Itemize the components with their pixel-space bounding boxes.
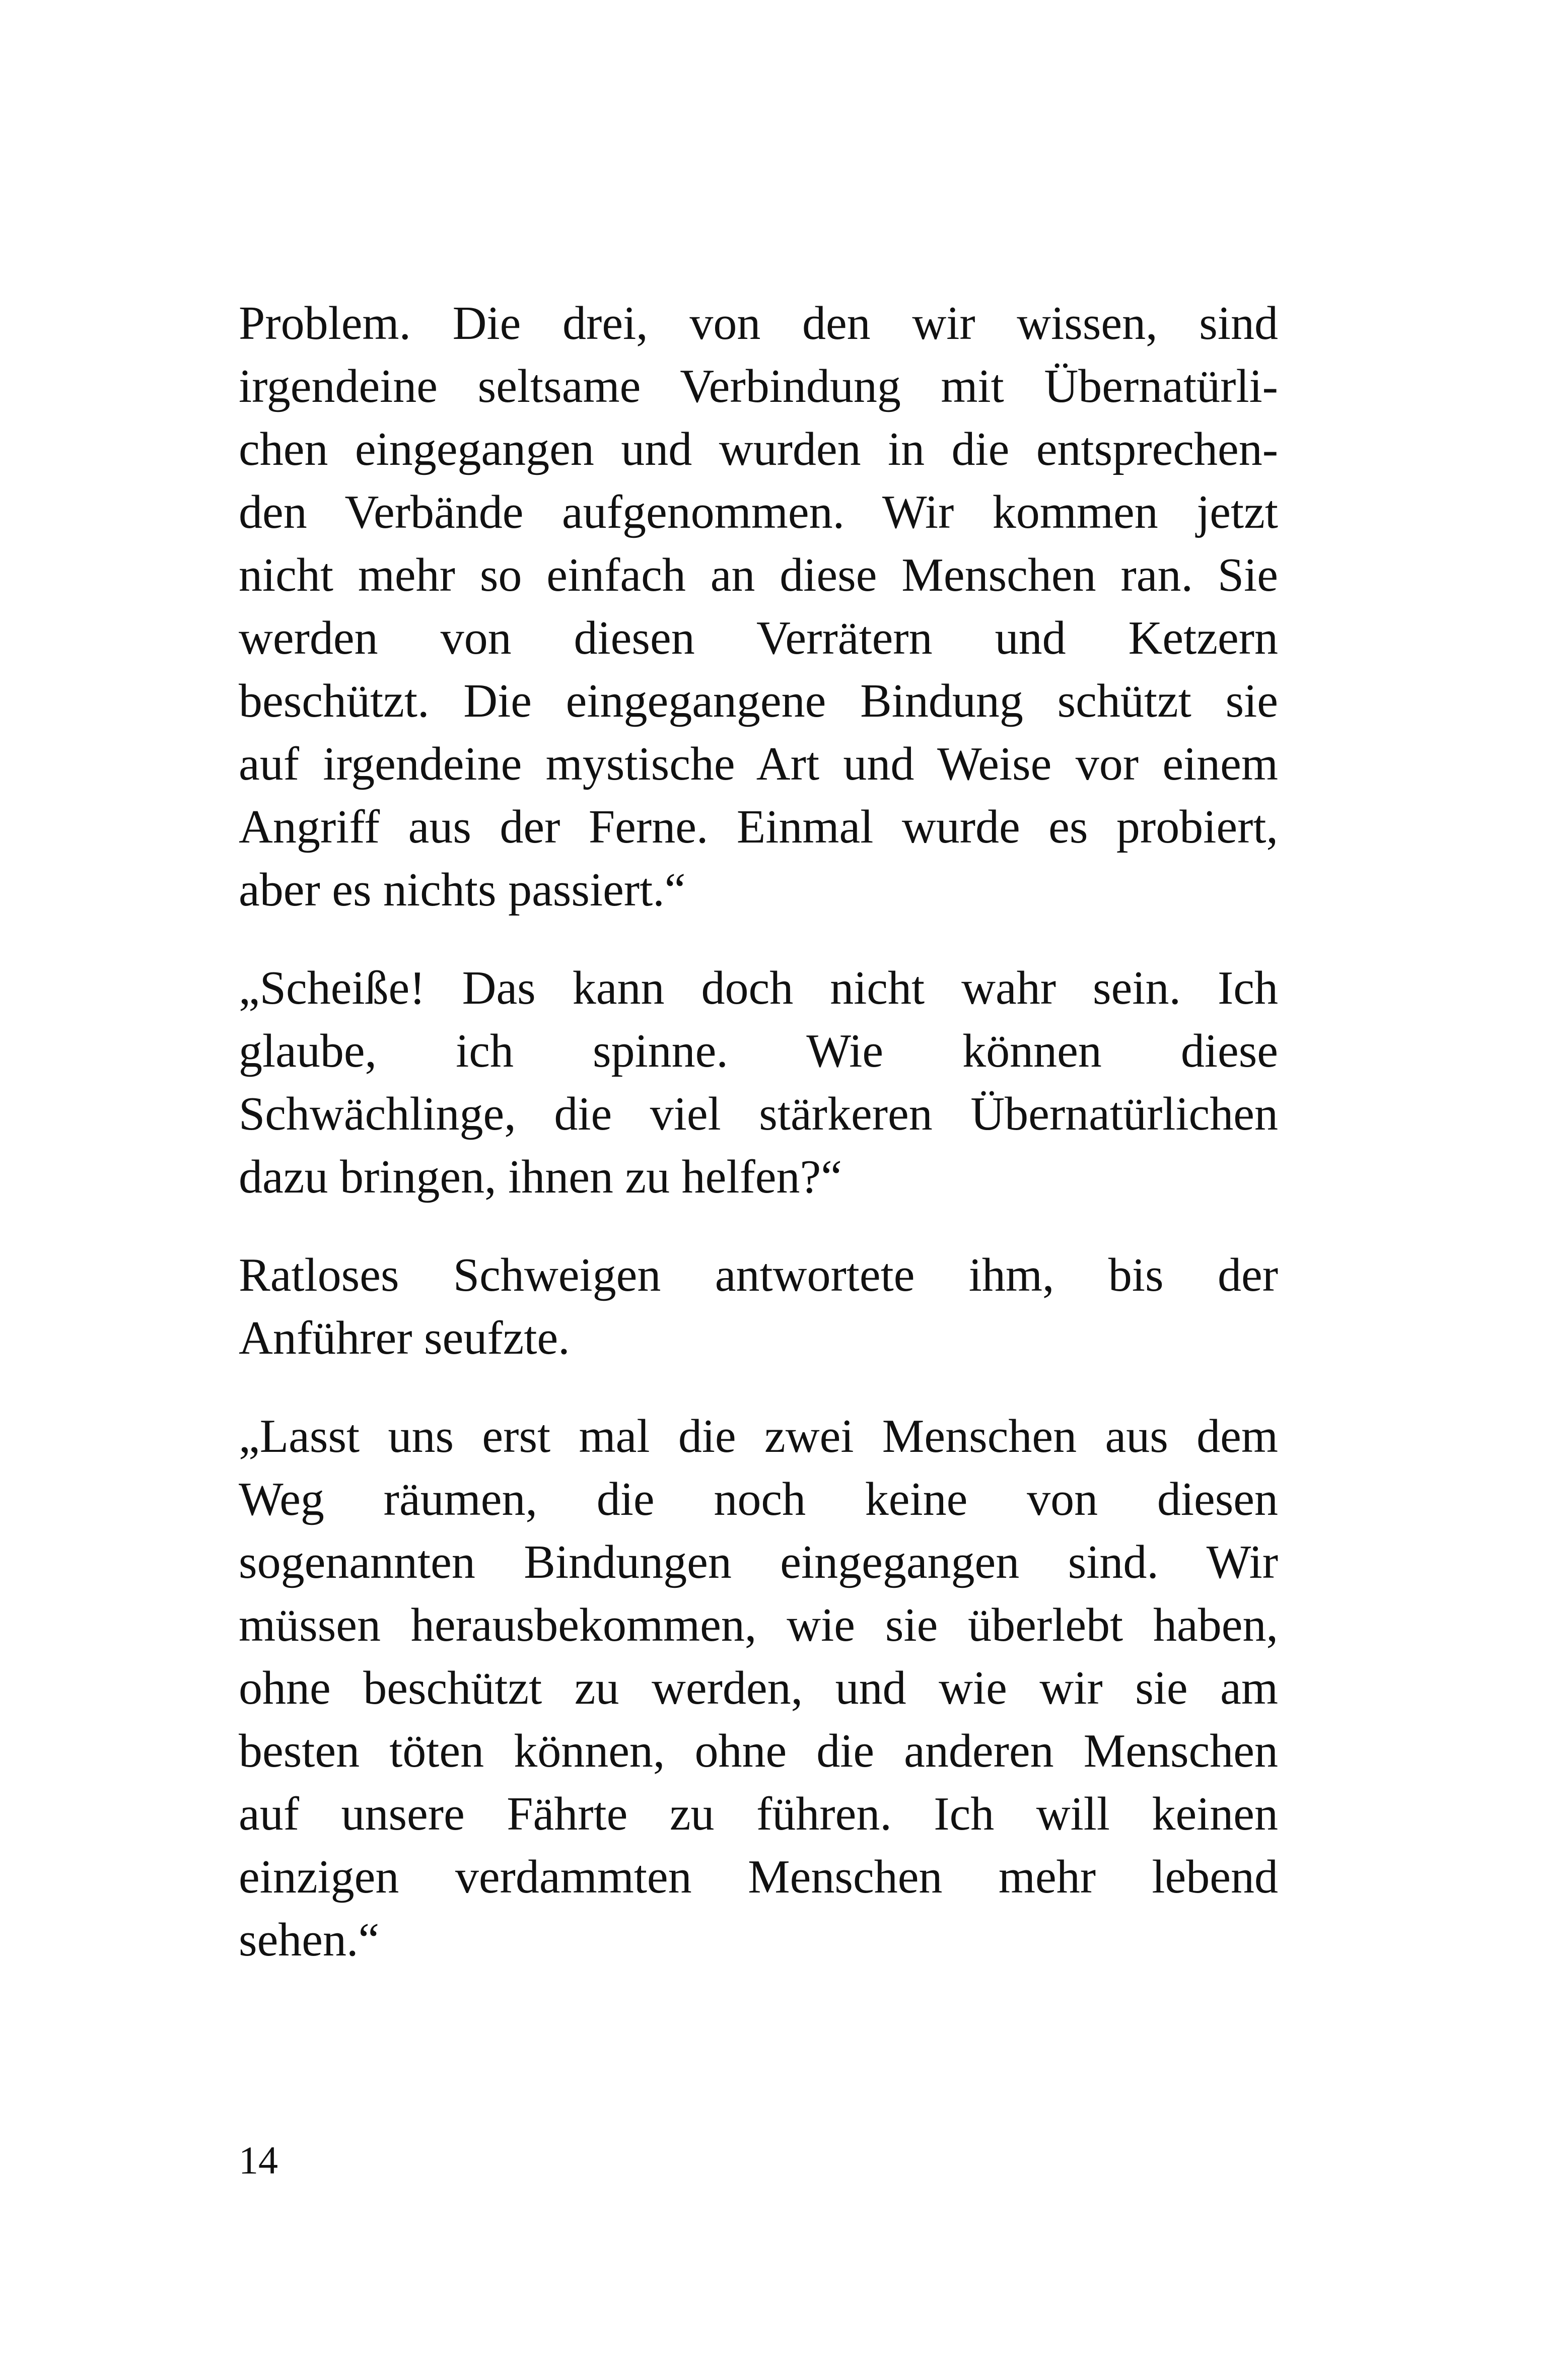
paragraph-3 bbox=[239, 1244, 1278, 1370]
body-text bbox=[239, 292, 1278, 1972]
paragraph-1 bbox=[239, 292, 1278, 922]
text-line: Schwächlinge, die viel stärkeren Übernatürlichen bbox=[239, 1088, 1278, 1140]
text-line: Weg räumen, die noch keine von diesen bbox=[239, 1473, 1278, 1525]
text-line: dazu bringen, ihnen zu helfen?“ bbox=[239, 1151, 842, 1203]
text-line: chen eingegangen und wurden in die entsprechen- bbox=[239, 423, 1278, 475]
text-line: nicht mehr so einfach an diese Menschen ran. Sie bbox=[239, 549, 1278, 601]
text-line: aber es nichts passiert.“ bbox=[239, 864, 686, 916]
text-line: einzigen verdammten Menschen mehr lebend bbox=[239, 1851, 1278, 1903]
text-line: Problem. Die drei, von den wir wissen, sind bbox=[239, 297, 1278, 349]
text-line: auf irgendeine mystische Art und Weise vor einem bbox=[239, 738, 1278, 790]
text-line: irgendeine seltsame Verbindung mit Übernatürli- bbox=[239, 360, 1278, 412]
text-line: glaube, ich spinne. Wie können diese bbox=[239, 1025, 1278, 1077]
text-line: sehen.“ bbox=[239, 1914, 380, 1966]
paragraph-spacing bbox=[239, 1370, 1278, 1405]
text-line: besten töten können, ohne die anderen Menschen bbox=[239, 1725, 1278, 1777]
text-line: beschützt. Die eingegangene Bindung schützt sie bbox=[239, 675, 1278, 727]
paragraph-4 bbox=[239, 1405, 1278, 1972]
text-line: Ratloses Schweigen antwortete ihm, bis der bbox=[239, 1249, 1278, 1301]
text-line: „Scheiße! Das kann doch nicht wahr sein. Ich bbox=[239, 962, 1278, 1014]
text-line: Anführer seufzte. bbox=[239, 1312, 570, 1364]
paragraph-spacing bbox=[239, 1209, 1278, 1244]
text-line: werden von diesen Verrätern und Ketzern bbox=[239, 612, 1278, 664]
text-line: sogenannten Bindungen eingegangen sind. Wir bbox=[239, 1536, 1278, 1588]
paragraph-spacing bbox=[239, 922, 1278, 957]
text-line: auf unsere Fährte zu führen. Ich will keinen bbox=[239, 1788, 1278, 1840]
text-line: Angriff aus der Ferne. Einmal wurde es probiert, bbox=[239, 801, 1278, 853]
page-number: 14 bbox=[239, 2138, 278, 2182]
text-line: müssen herausbekommen, wie sie überlebt haben, bbox=[239, 1599, 1278, 1651]
text-line: ohne beschützt zu werden, und wie wir sie am bbox=[239, 1662, 1278, 1714]
text-line: den Verbände aufgenommen. Wir kommen jetzt bbox=[239, 486, 1278, 538]
text-line: „Lasst uns erst mal die zwei Menschen aus dem bbox=[239, 1410, 1278, 1462]
paragraph-2 bbox=[239, 957, 1278, 1209]
